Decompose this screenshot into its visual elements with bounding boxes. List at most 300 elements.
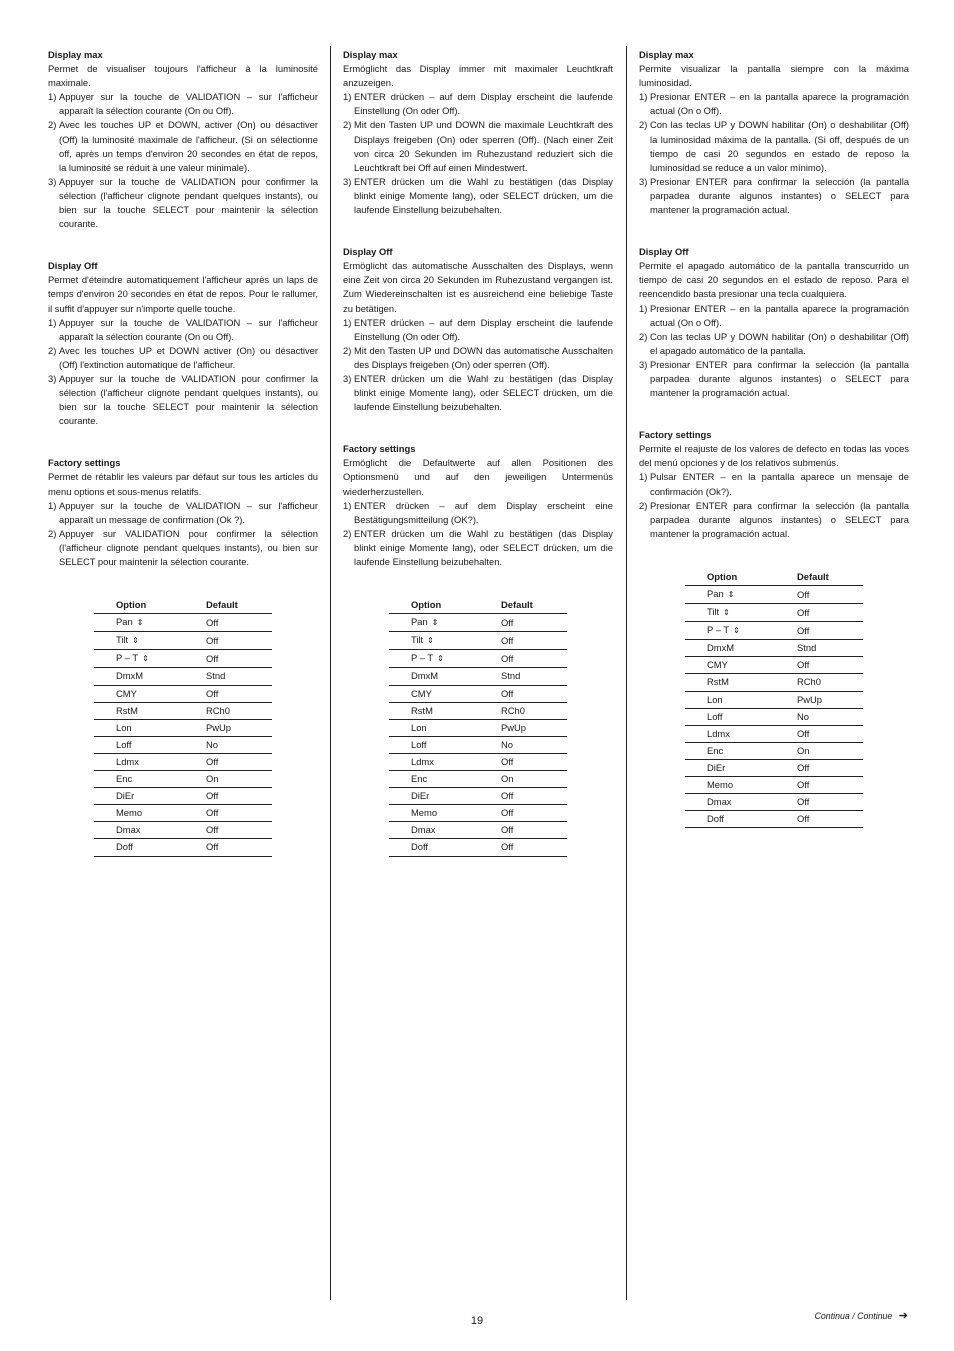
up-down-icon: ⇕ [427, 636, 434, 646]
option-name: Tilt [707, 606, 720, 618]
table-row [389, 839, 567, 856]
option-name: DiEr [707, 761, 726, 773]
option-name: CMY [116, 687, 137, 699]
table-row [685, 657, 863, 674]
default-value: Off [184, 788, 272, 805]
column-divider-left [330, 46, 331, 1300]
page-number: 19 [470, 1315, 484, 1327]
header-option: Option [685, 569, 775, 586]
default-value: Off [479, 822, 567, 839]
steps-list [343, 90, 613, 217]
table-row [685, 725, 863, 742]
section-title: Factory settings [48, 457, 121, 469]
option-cell [685, 708, 775, 725]
default-value: Off [775, 657, 863, 674]
up-down-icon: ⇕ [132, 636, 139, 646]
step-number: 2) [343, 344, 352, 356]
table-row [685, 708, 863, 725]
default-value: Off [479, 839, 567, 856]
option-cell [389, 632, 479, 650]
step-item [639, 470, 909, 498]
option-cell [389, 788, 479, 805]
section-title: Factory settings [343, 443, 416, 455]
step-number: 1) [343, 499, 352, 511]
step-number: 1) [343, 91, 352, 103]
option-name: Loff [707, 710, 723, 722]
options-default-table [685, 569, 863, 828]
step-item [48, 527, 318, 569]
option-cell [685, 742, 775, 759]
section [48, 456, 318, 569]
step-number: 3) [639, 358, 648, 370]
section [343, 442, 613, 569]
option-name: DmxM [411, 670, 439, 682]
option-cell [389, 822, 479, 839]
steps-list [48, 90, 318, 231]
table-row [389, 614, 567, 632]
step-item [343, 90, 613, 118]
options-default-table [94, 597, 272, 856]
step-number: 3) [343, 372, 352, 384]
step-text: ENTER drücken um die Wahl zu bestätigen (das Display blinkt einige Momente lang), oder SELECT drücken, um die laufende Einstellung beizubehalten. [354, 175, 613, 216]
option-name: Tilt [411, 634, 424, 646]
step-number: 1) [48, 499, 57, 511]
step-text: Presionar ENTER para confirmar la selección (la pantalla parpadea durante algunos instantes) o SELECT para mantener la programación actual. [650, 358, 909, 399]
default-value: Off [775, 725, 863, 742]
table-row [389, 771, 567, 788]
step-text: Pulsar ENTER – en la pantalla aparece un mensaje de confirmación (Ok?). [650, 471, 909, 497]
step-text: ENTER drücken – auf dem Display erscheint die laufende Einstellung (On oder Off). [354, 91, 613, 117]
option-name: Dmax [116, 824, 141, 836]
steps-list [343, 316, 613, 415]
default-value: Off [479, 650, 567, 668]
column-divider-right [626, 46, 627, 1300]
option-cell [685, 622, 775, 640]
table-row [94, 822, 272, 839]
default-value: Off [479, 685, 567, 702]
default-value: Off [479, 614, 567, 632]
section-title: Factory settings [639, 429, 712, 441]
step-text: Appuyer sur la touche de VALIDATION – sur l'afficheur apparaît un message de confirmation (Ok ?). [59, 499, 318, 525]
option-name: Ldmx [707, 727, 730, 739]
step-item [343, 344, 613, 372]
option-name: RstM [707, 676, 729, 688]
option-cell [94, 822, 184, 839]
step-number: 2) [48, 119, 57, 131]
default-value: Off [775, 777, 863, 794]
step-item [48, 344, 318, 372]
default-value: On [184, 771, 272, 788]
step-number: 1) [48, 91, 57, 103]
table-row [685, 794, 863, 811]
option-name: Memo [116, 807, 143, 819]
step-number: 2) [639, 330, 648, 342]
header-default: Default [479, 597, 567, 614]
section [343, 245, 613, 414]
option-cell [389, 702, 479, 719]
section-title: Display Off [639, 246, 689, 258]
step-text: Mit den Tasten UP und DOWN die maximale Leuchtkraft des Displays freigeben (On) oder sperren (Off). (Nach einer Zeit von circa 20 Sekunden im Ruhezustand reduziert sich die Leuchtkraft bei Off auf einen Mindestwert. [354, 119, 613, 173]
default-value: Off [775, 586, 863, 604]
option-cell [94, 702, 184, 719]
default-value: On [479, 771, 567, 788]
step-text: Avec les touches UP et DOWN, activer (On) ou désactiver (Off) la luminosité maximale de l'afficheur. (Si on sélectionne off, après un temps d'environ 20 secondes en état de repos, la luminosité se réduit à une valeur minimale). [59, 119, 318, 173]
option-name: P – T [411, 652, 434, 664]
default-value: RCh0 [775, 674, 863, 691]
steps-list [48, 316, 318, 429]
default-value: Stnd [184, 668, 272, 685]
default-value: Off [184, 632, 272, 650]
table-row [389, 650, 567, 668]
option-cell [389, 805, 479, 822]
step-item [639, 330, 909, 358]
option-cell [685, 640, 775, 657]
option-name: Pan [116, 616, 133, 628]
section-title: Display Off [48, 260, 98, 272]
up-down-icon: ⇕ [727, 590, 735, 599]
option-cell [94, 719, 184, 736]
up-down-icon: ⇕ [431, 618, 439, 628]
table-row [94, 632, 272, 650]
table-head [94, 597, 272, 614]
option-name: Lon [411, 721, 427, 733]
option-name: DiEr [116, 790, 135, 802]
column-spanish [639, 48, 909, 828]
table-row [389, 719, 567, 736]
default-value: RCh0 [184, 702, 272, 719]
table-row [389, 805, 567, 822]
option-cell [94, 839, 184, 856]
step-text: ENTER drücken um die Wahl zu bestätigen (das Display blinkt einige Momente lang), oder SELECT drücken, um die laufende Einstellung beizubehalten. [354, 372, 613, 413]
step-item [639, 499, 909, 541]
step-number: 1) [639, 471, 648, 483]
option-name: Ldmx [116, 755, 139, 767]
option-cell [389, 685, 479, 702]
table-header-row [389, 597, 567, 614]
option-name: DmxM [707, 642, 735, 654]
option-name: Enc [707, 744, 724, 756]
steps-list [639, 90, 909, 217]
table-row [94, 839, 272, 856]
step-item [639, 118, 909, 174]
header-option: Option [389, 597, 479, 614]
option-cell [685, 794, 775, 811]
up-down-icon: ⇕ [136, 618, 144, 628]
option-cell [389, 736, 479, 753]
step-text: ENTER drücken – auf dem Display erscheint eine Bestätigungsmitteilung (OK?). [354, 499, 613, 525]
option-cell [94, 753, 184, 770]
option-cell [685, 725, 775, 742]
step-number: 1) [639, 302, 648, 314]
step-text: Presionar ENTER – en la pantalla aparece la programación actual (On o Off). [650, 91, 909, 117]
default-value: No [479, 736, 567, 753]
column-french [48, 48, 318, 857]
default-value: Off [775, 604, 863, 622]
option-cell [389, 614, 479, 632]
option-name: CMY [411, 687, 432, 699]
step-item [48, 499, 318, 527]
option-cell [94, 805, 184, 822]
column-german [343, 48, 613, 857]
table-row [389, 685, 567, 702]
option-cell [389, 650, 479, 668]
step-text: Appuyer sur la touche de VALIDATION – sur l'afficheur apparaît la sélection courante (On ou Off). [59, 316, 318, 342]
option-name: Ldmx [411, 755, 434, 767]
section-title: Display Off [343, 246, 393, 258]
table-row [94, 736, 272, 753]
option-cell [685, 604, 775, 622]
option-name: Dmax [411, 824, 436, 836]
option-name: P – T [707, 624, 730, 636]
default-value: No [775, 708, 863, 725]
option-cell [389, 753, 479, 770]
options-default-table [389, 597, 567, 856]
option-name: Dmax [707, 796, 732, 808]
step-item [48, 118, 318, 174]
option-name: DmxM [116, 670, 144, 682]
table-row [685, 674, 863, 691]
table-row [685, 586, 863, 604]
option-name: Memo [707, 779, 734, 791]
steps-list [639, 470, 909, 540]
option-name: Enc [116, 773, 133, 785]
step-item [48, 90, 318, 118]
option-name: Loff [116, 738, 132, 750]
table-row [94, 805, 272, 822]
default-value: Off [184, 685, 272, 702]
step-item [639, 358, 909, 400]
step-item [343, 372, 613, 414]
default-value: Off [479, 788, 567, 805]
section [48, 48, 318, 231]
continue-note [815, 1309, 908, 1322]
section [343, 48, 613, 217]
step-number: 2) [639, 119, 648, 131]
header-option: Option [94, 597, 184, 614]
section-title: Display max [48, 49, 103, 60]
option-cell [685, 811, 775, 828]
option-cell [389, 839, 479, 856]
option-name: Tilt [116, 634, 129, 646]
table-row [94, 685, 272, 702]
table-row [94, 719, 272, 736]
section-title: Display max [639, 49, 694, 60]
default-value: On [775, 742, 863, 759]
default-value: PwUp [479, 719, 567, 736]
steps-list [639, 302, 909, 401]
header-default: Default [775, 569, 863, 586]
step-item [48, 175, 318, 231]
section-intro: Ermöglicht das automatische Ausschalten des Displays, wenn eine Zeit von circa 20 Sekunden im Ruhezustand vergangen ist. Zum Wiedereinschalten ist es ausreichend eine beliebige Taste zu betätigen. [343, 260, 613, 314]
table-row [94, 788, 272, 805]
option-cell [685, 691, 775, 708]
step-number: 3) [639, 175, 648, 187]
table-row [389, 702, 567, 719]
default-value: Stnd [479, 668, 567, 685]
step-number: 3) [48, 175, 57, 187]
option-cell [685, 759, 775, 776]
table-row [389, 788, 567, 805]
step-text: Avec les touches UP et DOWN activer (On) ou désactiver (Off) l'extinction automatique de l'afficheur. [59, 344, 318, 370]
option-name: Pan [707, 588, 724, 599]
table-row [94, 668, 272, 685]
section-intro: Permet d'éteindre automatiquement l'afficheur après un laps de temps d'environ 20 secondes en état de repos. Pour le rallumer, il suffit d'appuyer sur n'importe quelle touche. [48, 274, 318, 314]
option-name: RstM [116, 704, 138, 716]
table-row [389, 632, 567, 650]
step-item [48, 316, 318, 344]
default-value: Off [479, 805, 567, 822]
step-text: Con las teclas UP y DOWN habilitar (On) o deshabilitar (Off) el apagado automático de la pantalla. [650, 330, 909, 356]
option-cell [94, 685, 184, 702]
default-value: Off [184, 753, 272, 770]
default-value: Off [775, 794, 863, 811]
option-cell [94, 788, 184, 805]
table-header-row [94, 597, 272, 614]
section-intro: Permite el apagado automático de la pantalla transcurrido un tiempo de casi 20 segundos en el estado de reposo. Para el reencendido basta presionar una tecla cualquiera. [639, 260, 909, 300]
step-item [343, 527, 613, 569]
section [639, 428, 909, 541]
table-row [685, 691, 863, 708]
option-cell [685, 674, 775, 691]
table-row [94, 650, 272, 668]
step-item [343, 316, 613, 344]
default-value: Off [775, 622, 863, 640]
option-cell [389, 771, 479, 788]
step-number: 2) [48, 344, 57, 356]
section [639, 245, 909, 400]
table-row [685, 604, 863, 622]
option-cell [389, 719, 479, 736]
step-number: 2) [48, 527, 57, 539]
continue-label: Continua / Continue [814, 1311, 893, 1321]
table-row [94, 614, 272, 632]
step-item [48, 372, 318, 428]
step-number: 2) [343, 527, 352, 539]
table-row [685, 777, 863, 794]
option-name: P – T [116, 652, 139, 664]
table-row [685, 811, 863, 828]
table-row [94, 702, 272, 719]
default-value: No [184, 736, 272, 753]
option-cell [685, 586, 775, 604]
arrow-right-icon: ➔ [898, 1310, 908, 1322]
step-text: ENTER drücken – auf dem Display erscheint die laufende Einstellung (On oder Off). [354, 316, 613, 342]
up-down-icon: ⇕ [437, 654, 444, 664]
table-row [389, 736, 567, 753]
option-name: Enc [411, 773, 428, 785]
default-value: Off [775, 811, 863, 828]
step-item [343, 118, 613, 174]
option-cell [94, 736, 184, 753]
step-item [343, 175, 613, 217]
default-value: PwUp [184, 719, 272, 736]
step-text: Con las teclas UP y DOWN habilitar (On) o deshabilitar (Off) la luminosidad máxima de la pantalla. (Si off, después de un tiempo de casi 20 segundos en estado de reposo la luminosidad se reduce a un valor mínimo). [650, 119, 909, 173]
step-text: Presionar ENTER para confirmar la selección (la pantalla parpadea durante algunos instantes) o SELECT para mantener la programación actual. [650, 175, 909, 216]
option-name: RstM [411, 704, 433, 716]
step-text: Mit den Tasten UP und DOWN das automatische Ausschalten des Displays freigeben (On) oder sperren (Off). [354, 344, 613, 370]
option-name: Lon [116, 721, 132, 733]
table-row [685, 622, 863, 640]
step-text: ENTER drücken um die Wahl zu bestätigen (das Display blinkt einige Momente lang), oder SELECT drücken, um die laufende Einstellung beizubehalten. [354, 527, 613, 567]
default-value: Off [184, 839, 272, 856]
table-body [389, 614, 567, 856]
option-cell [94, 771, 184, 788]
step-text: Presionar ENTER – en la pantalla aparece la programación actual (On o Off). [650, 302, 909, 328]
option-name: DiEr [411, 790, 430, 802]
step-item [639, 175, 909, 217]
option-cell [685, 657, 775, 674]
step-number: 1) [343, 316, 352, 328]
step-number: 3) [343, 175, 352, 187]
table-header-row [685, 569, 863, 586]
step-number: 1) [639, 91, 648, 103]
option-name: Doff [411, 841, 429, 853]
default-value: Off [775, 759, 863, 776]
default-value: Off [184, 805, 272, 822]
section-intro: Ermöglicht die Defaultwerte auf allen Positionen des Optionsmenü und auf den jeweiligen Untermenüs wiederherzustellen. [343, 457, 613, 497]
default-value: Stnd [775, 640, 863, 657]
up-down-icon: ⇕ [723, 608, 730, 618]
step-number: 2) [639, 499, 648, 511]
option-name: Loff [411, 738, 427, 750]
step-number: 3) [48, 372, 57, 384]
option-cell [94, 650, 184, 668]
option-cell [94, 632, 184, 650]
option-name: Lon [707, 693, 723, 705]
default-value: Off [479, 632, 567, 650]
section [48, 259, 318, 428]
option-name: Doff [116, 841, 134, 853]
section-intro: Permet de rétablir les valeurs par défaut sur tous les articles du menu options et sous-menus relatifs. [48, 471, 318, 497]
step-number: 1) [48, 316, 57, 328]
default-value: RCh0 [479, 702, 567, 719]
step-text: Appuyer sur VALIDATION pour confirmer la sélection (l'afficheur clignote pendant quelques instants), ou bien sur SELECT pour maintenir la sélection courante. [59, 527, 318, 567]
table-row [685, 742, 863, 759]
step-number: 2) [343, 119, 352, 131]
option-cell [94, 614, 184, 632]
table-row [94, 753, 272, 770]
header-default: Default [184, 597, 272, 614]
table-row [685, 640, 863, 657]
table-head [389, 597, 567, 614]
section-intro: Ermöglicht das Display immer mit maximaler Leuchtkraft anzuzeigen. [343, 63, 613, 89]
default-value: Off [184, 614, 272, 632]
option-cell [685, 777, 775, 794]
step-text: Appuyer sur la touche de VALIDATION – sur l'afficheur apparaît la sélection courante (On ou Off). [59, 91, 318, 117]
default-value: Off [479, 753, 567, 770]
up-down-icon: ⇕ [733, 626, 740, 636]
section-title: Display max [343, 49, 398, 60]
steps-list [343, 499, 613, 569]
default-value: Off [184, 650, 272, 668]
step-text: Presionar ENTER para confirmar la selección (la pantalla parpadea durante algunos instantes) o SELECT para mantener la programación actual. [650, 499, 909, 539]
up-down-icon: ⇕ [142, 654, 149, 664]
step-item [639, 302, 909, 330]
option-cell [94, 668, 184, 685]
step-text: Appuyer sur la touche de VALIDATION pour confirmer la sélection (l'afficheur clignote pendant quelques instants), ou bien sur la touche SELECT pour maintenir la sélection courante. [59, 175, 318, 230]
section [639, 48, 909, 217]
option-cell [389, 668, 479, 685]
table-row [685, 759, 863, 776]
option-name: CMY [707, 659, 728, 671]
option-name: Memo [411, 807, 438, 819]
step-item [639, 90, 909, 118]
section-intro: Permite el reajuste de los valores de defecto en todas las voces del menú opciones y de los relativos submenús. [639, 443, 909, 469]
table-row [389, 822, 567, 839]
steps-list [48, 499, 318, 569]
table-row [389, 753, 567, 770]
section-intro: Permet de visualiser toujours l'afficheur à la luminosité maximale. [48, 63, 318, 89]
